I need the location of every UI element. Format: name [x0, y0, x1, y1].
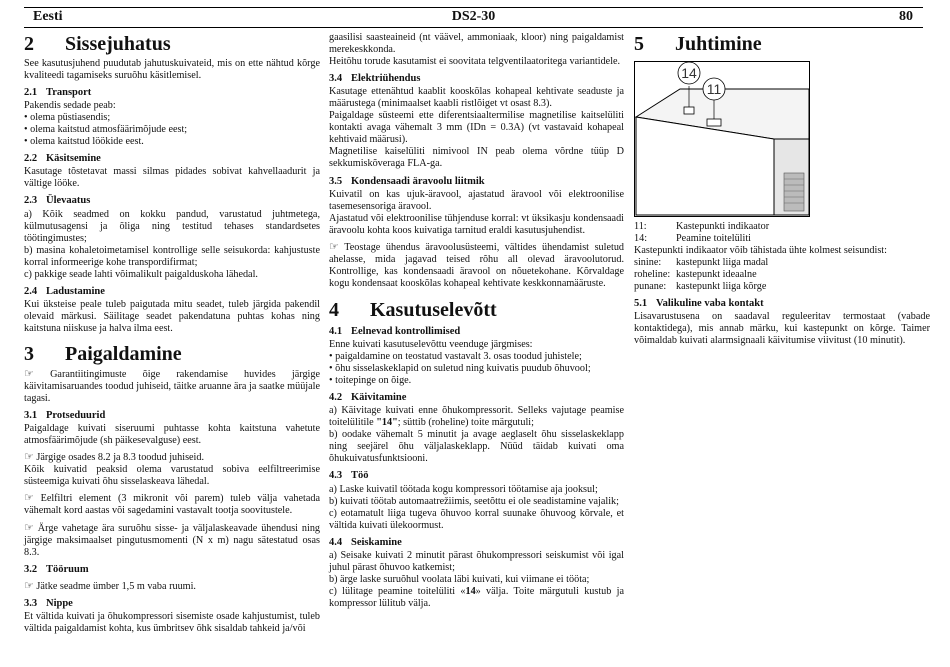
storage-text: Kui üksteise peale tuleb paigutada mitu seadet, tuleb järgida pakendil olevaid märkusi. Säilitage seadet pakendatuna puhtas kohas ning kaitstuna niiskuse ja halva ilma eest.	[24, 298, 320, 334]
section-4-1-heading: 4.1 Eelnevad kontrollimised	[329, 325, 461, 337]
column-1	[24, 32, 320, 635]
procedure-p2: ☞ Järgige osades 8.2 ja 8.3 toodud juhiseid.	[24, 451, 205, 464]
callout-14-label: 14	[681, 65, 697, 81]
procedure-p1: Paigaldage kuivati siseruumi puhtasse kohta kaitstuna vahetute atmosfäärimõjude (sh päikesevalguse) eest.	[24, 423, 320, 447]
page-number: 80	[899, 9, 913, 24]
hand-pointer-icon: ☞	[24, 492, 34, 505]
main-switch-14	[684, 107, 694, 114]
section-2-2-heading: 2.2 Käsitsemine	[24, 153, 101, 165]
section-3-4-heading: 3.4 Elektriühendus	[329, 73, 421, 85]
state-row: roheline: kastepunkt ideaalne	[634, 269, 757, 281]
list-item: • olema püstiasendis;	[24, 112, 320, 124]
electrical-p3: Magnetilise kaiselüliti nimivool IN peab olema võrdne tüüp D sekkumiskõveraga FLA-ga.	[329, 146, 624, 170]
language-label: Eesti	[33, 9, 63, 24]
hand-pointer-icon: ☞	[24, 367, 34, 380]
dryer-control-panel-figure	[634, 61, 810, 217]
column-3	[634, 32, 930, 347]
model-name: DS2-30	[451, 9, 496, 24]
handling-text: Kasutage tõstetavat massi silmas pidades sobivat kahvellaadurit ja vältige lööke.	[24, 166, 320, 190]
procedure-p4: ☞ Eelfiltri element (3 mikronit või parem) tuleb välja vahetada vähemalt kord aastas või sagedamini vastavalt tootja soovitustele.	[24, 492, 321, 517]
legend-row: 11: Kastepunkti indikaator	[634, 221, 770, 232]
shutdown-c: c) lülitage peamine toitelüliti «14» välja. Toite märgutuli kustub ja kompressor lülitub välja.	[329, 585, 624, 609]
list-item: • õhu sisselaskeklapid on suletud ning kuivatis puudub õhuvool;	[329, 363, 624, 375]
hand-pointer-icon: ☞	[329, 240, 339, 253]
state-row: sinine: kastepunkt liiga madal	[634, 257, 769, 269]
transport-list	[24, 112, 320, 148]
section-4-heading: 4 Kasutuselevõtt	[329, 298, 497, 321]
procedure-p3: Kõik kuivatid peaksid olema varustatud sobiva eelfiltreerimise süsteemiga kuivati õhu sisselaskeava lähedal.	[24, 464, 320, 488]
indicator-text: Kastepunkti indikaator võib tähistada ühte kolmest seisundist:	[634, 245, 887, 257]
section-2-intro: See kasutusjuhend puudutab jahutuskuivateid, mis on ette nähtud kõrge kvaliteedi tagamiseks suruõhu käsitlemisel.	[24, 58, 320, 82]
transport-text: Pakendis sedade peab:	[24, 100, 116, 112]
electrical-p1: Kasutage ettenähtud kaablit kooskõlas kohapeal kehtivate seaduste ja määrustega (minimaalset kaabli ristlõiget vt osast 8.3).	[329, 86, 624, 110]
exhaust-note: Heitõhu torude kasutamist ei soovitata telgventilaatoritega variantidele.	[329, 56, 621, 68]
list-item: • olema kaitstud löökide eest.	[24, 136, 320, 148]
prechecks-text: Enne kuivati kasutuselevõttu veenduge järgmises:	[329, 338, 533, 350]
section-2-4-heading: 2.4 Ladustamine	[24, 285, 105, 297]
section-3-heading: 3 Paigaldamine	[24, 342, 182, 365]
section-2-1-heading: 2.1 Transport	[24, 87, 92, 99]
hand-pointer-icon: ☞	[24, 521, 34, 534]
state-row: punane: kastepunkt liiga kõrge	[634, 281, 767, 293]
section-4-2-heading: 4.2 Käivitamine	[329, 392, 407, 404]
indicator-states	[634, 257, 930, 293]
installation-intro: ☞ Garantiitingimuste õige rakendamise huvides järgige käivitamisaruandes toodud juhiseid, täitke aruanne ära ja saatke müüjale tagasi.	[24, 367, 321, 405]
free-contact-text: Lisavarustusena on saadaval reguleeritav termostaat (vabade kontaktidega), mis annab märku, kui kastepunkt on kõrge. Taimer võimaldab kuivati alarmsignaali käivitumise viivitust (10 minutit).	[634, 311, 930, 347]
operation-c: c) eotamatult liiga tugeva õhuvoo korral suunake õhuvoog kõrvale, et vältida kuivati ülekoormust.	[329, 507, 624, 531]
section-3-3-heading: 3.3 Nippe	[24, 597, 73, 609]
workspace-text: ☞ Jätke seadme ümber 1,5 m vaba ruumi.	[24, 579, 196, 592]
prechecks-list	[329, 351, 624, 387]
electrical-p2: Paigaldage süsteemi ette diferentsiaaltermilise magnetilise kaitselüliti kontakti avaga vähemalt 3 mm (IDn = 0.3A) (vt vastavaid kohapeal kehtivaid määrusi).	[329, 110, 624, 146]
section-3-5-heading: 3.5 Kondensaadi äravoolu liitmik	[329, 175, 485, 187]
column-2	[329, 32, 624, 610]
dewpoint-indicator-11	[707, 119, 721, 126]
inspection-c: c) pakkige seade lahti võimalikult paigalduskoha lähedal.	[24, 268, 258, 280]
operation-a: a) Laske kuivatil töötada kogu kompressori töötamise aja jooksul;	[329, 483, 598, 495]
callout-11-label: 11	[706, 81, 722, 97]
section-3-2-heading: 3.2 Tööruum	[24, 563, 89, 575]
shutdown-b: b) ärge laske suruõhul voolata läbi kuivati, kui viimane ei tööta;	[329, 573, 590, 585]
section-4-4-heading: 4.4 Seiskamine	[329, 536, 402, 548]
inspection-a: a) Kõik seadmed on kokku pandud, varustatud juhtmetega, külmutusagensi ja õliga ning testitud tehases standardsetes töötingimustes;	[24, 208, 320, 244]
startup-b: b) oodake vähemalt 5 minutit ja avage aeglaselt õhu sisselaskeklapp ning seejärel õhu väljalaskeklapp. Nüüd täidab kuivati oma õhukuivatusfunktsiooni.	[329, 429, 624, 465]
list-item: • olema kaitstud atmosfäärimõjude eest;	[24, 124, 320, 136]
startup-a: a) Käivitage kuivati enne õhukompressorit. Selleks vajutage peamise toitelülitile "14"; süttib (roheline) toite märgutuli;	[329, 405, 624, 429]
section-3-1-heading: 3.1 Protseduurid	[24, 410, 106, 422]
section-2-3-heading: 2.3 Ülevaatus	[24, 195, 91, 207]
list-item: • paigaldamine on teostatud vastavalt 3. osas toodud juhistele;	[329, 351, 624, 363]
tips-text: Et vältida kuivati ja õhukompressori sisemiste osade kahjustumist, tuleb vältida paigaldamist kohta, kus ümbritsev õhk sisaldab tahkeid ja/või	[24, 610, 320, 634]
legend-row: 14: Peamine toitelüliti	[634, 233, 751, 245]
vent-grille	[784, 173, 804, 211]
section-5-heading: 5 Juhtimine	[634, 33, 762, 55]
hand-pointer-icon: ☞	[24, 451, 34, 464]
drain-p3: ☞ Teostage ühendus äravoolusüsteemi, vältides ühendamist suletud ahelasse, mida jagavad teised rõhu all olevad äravoolutorud. Kontrollige, kas kondensaadi äravool on nõuetekohane. Kõrvaldage kogu kondensaat kooskõlas kohapeal kehtivate keskkonnamääruste.	[329, 240, 625, 289]
section-4-3-heading: 4.3 Töö	[329, 470, 369, 482]
inspection-b: b) masina kohaletoimetamisel kontrollige selle seisukorda: kahjustuste korral informeerige kohe transpordifirmat;	[24, 244, 320, 268]
shutdown-a: a) Seisake kuivati 2 minutit pärast õhukompressori seiskumist või igal juhul pärast õhuvoo katkemist;	[329, 549, 624, 573]
section-2-heading: 2 Sissejuhatus	[24, 33, 171, 55]
page-header	[24, 7, 923, 28]
drain-p2: Ajastatud või elektroonilise tühjenduse korral: vt üksikasju kondensaadi äravoolu kohta koos kuivatiga tarnitud eraldi kasutusjuhendist.	[329, 212, 624, 236]
procedure-p5: ☞ Ärge vahetage ära suruõhu sisse- ja väljalaskeavade ühendusi ning järgige maksimaalset pingutusmomenti (N x m) nagu sätestatud osas 8.3.	[24, 521, 321, 558]
figure-legend	[634, 221, 930, 245]
list-item: • toitepinge on õige.	[329, 375, 624, 387]
tips-continued: gaasilisi saasteaineid (nt väävel, ammoniaak, kloor) ning paigaldamist merekeskkonda.	[329, 32, 624, 56]
section-5-1-heading: 5.1 Valikuline vaba kontakt	[634, 298, 764, 310]
hand-pointer-icon: ☞	[24, 579, 34, 592]
drain-p1: Kuivatil on kas ujuk-äravool, ajastatud äravool või elektroonilise tasemesensoriga äravool.	[329, 188, 624, 212]
operation-b: b) kuivati töötab automaatrežiimis, seetõttu ei ole seadistamine vajalik;	[329, 495, 619, 507]
